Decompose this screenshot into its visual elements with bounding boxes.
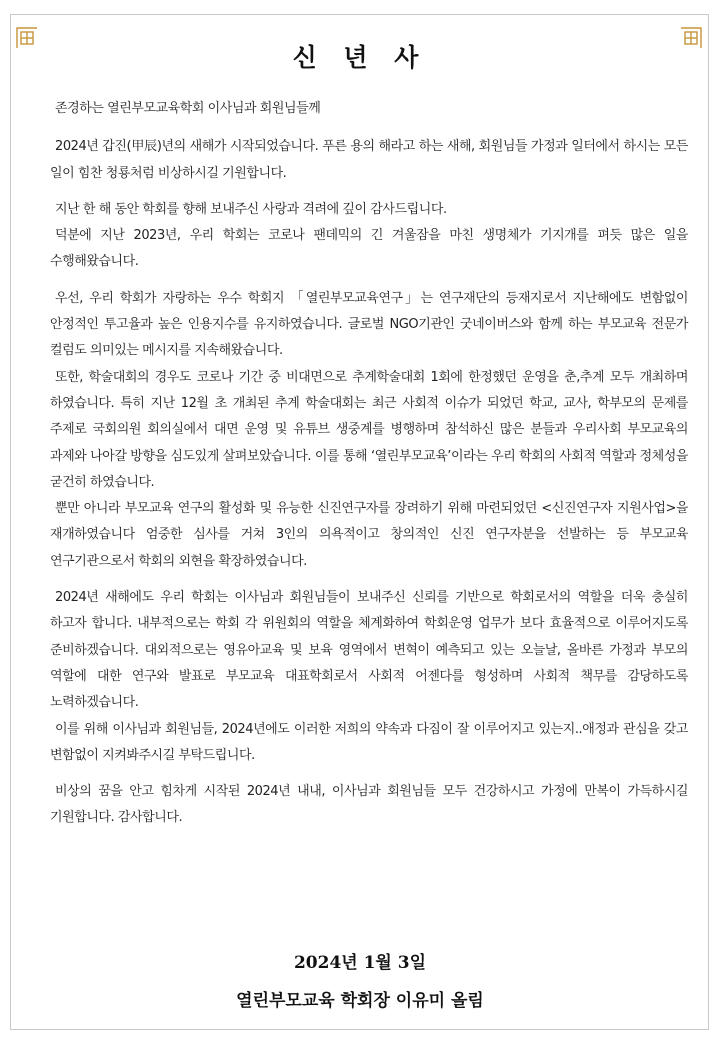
letter-signature: 열린부모교육 학회장 이유미 올림: [236, 991, 484, 1011]
paragraph-thanks: 지난 한 해 동안 학회를 향해 보내주신 사랑과 격려에 깊이 감사드립니다.: [55, 201, 447, 217]
paragraph-researcher-support: 뿐만 아니라 부모교육 연구의 활성화 및 유능한 신진연구자를 장려하기 위해 마련되었던 <신진연구자 지원사업>을 재개하였습니다 엄중한 심사를 거쳐 3인의 의욕적이고 창의적인 신진 연구자분을 선발하는 등 부모교육 연구기관으로서 학회의 외현을 확장하였습니다.: [50, 501, 688, 569]
paragraph-2023-summary: 덕분에 지난 2023년, 우리 학회는 코로나 팬데믹의 긴 겨울잠을 마친 생명체가 기지개를 펴듯 많은 일을 수행해왔습니다.: [50, 228, 688, 270]
page-title: 신 년 사: [292, 43, 428, 72]
paragraph-closing: 비상의 꿈을 안고 힘차게 시작된 2024년 내내, 이사님과 회원님들 모두 건강하시고 가정에 만복이 가득하시길 기원합니다. 감사합니다.: [50, 784, 688, 826]
paragraph-journal: 우선, 우리 학회가 자랑하는 우수 학회지 「열린부모교육연구」는 연구재단의 등재지로서 지난해에도 변함없이 안정적인 투고율과 높은 인용지수를 유지하였습니다. 글로벌 NGO기관인 굿네이버스와 함께 하는 부모교육 전문가 컬럼도 의미있는 메시지를 지속해왔습니다.: [50, 290, 688, 359]
paragraph-2024-plans: 2024년 새해에도 우리 학회는 이사님과 회원님들이 보내주신 신뢰를 기반으로 학회로서의 역할을 더욱 충실히 하고자 합니다. 내부적으로는 학회 각 위원회의 역할을 체계화하여 학회운영 업무가 보다 효율적으로 이루어지도록 준비하겠습니다. 대외적으로는 영유아교육 및 보육 영역에서 변혁이 예측되고 있는 오늘날, 올바른 가정과 부모의 역할에 대한 연구와 발표로 부모교육 대표학회로서 사회적 어젠다를 형성하며 사회적 책무를 감당하도록 노력하겠습니다.: [50, 590, 688, 711]
paragraph-new-year: 2024년 갑진(甲辰)년의 새해가 시작되었습니다. 푸른 용의 해라고 하는 새해, 회원님들 가정과 일터에서 하시는 모든 일이 힘찬 청룡처럼 비상하시길 기원합니다.: [50, 139, 688, 181]
greeting-line: 존경하는 열린부모교육학회 이사님과 회원님들께: [55, 101, 321, 116]
paragraph-conference: 또한, 학술대회의 경우도 코로나 기간 중 비대면으로 추계학술대회 1회에 한정했던 운영을 춘,추계 모두 개최하며 하였습니다. 특히 지난 12월 초 개최된 추계 학술대회는 최근 사회적 이슈가 되었던 학교, 교사, 학부모의 문제를 주제로 국회의원 회의실에서 대면 운영 및 유튜브 생중계를 병행하며 참석하신 많은 분들과 우리사회 부모교육의 과제와 나아갈 방향을 심도있게 살펴보았습니다. 이를 통해 ‘열린부모교육’이라는 우리 학회의 사회적 역할과 정체성을 굳건히 하였습니다.: [50, 369, 688, 490]
letter-body: [50, 96, 688, 832]
paragraph-request: 이를 위해 이사님과 회원님들, 2024년에도 이러한 저희의 약속과 다짐이 잘 이루어지고 있는지..애정과 관심을 갖고 변함없이 지켜봐주시길 부탁드립니다.: [50, 721, 688, 763]
letter-date: 2024년 1월 3일: [293, 953, 427, 973]
